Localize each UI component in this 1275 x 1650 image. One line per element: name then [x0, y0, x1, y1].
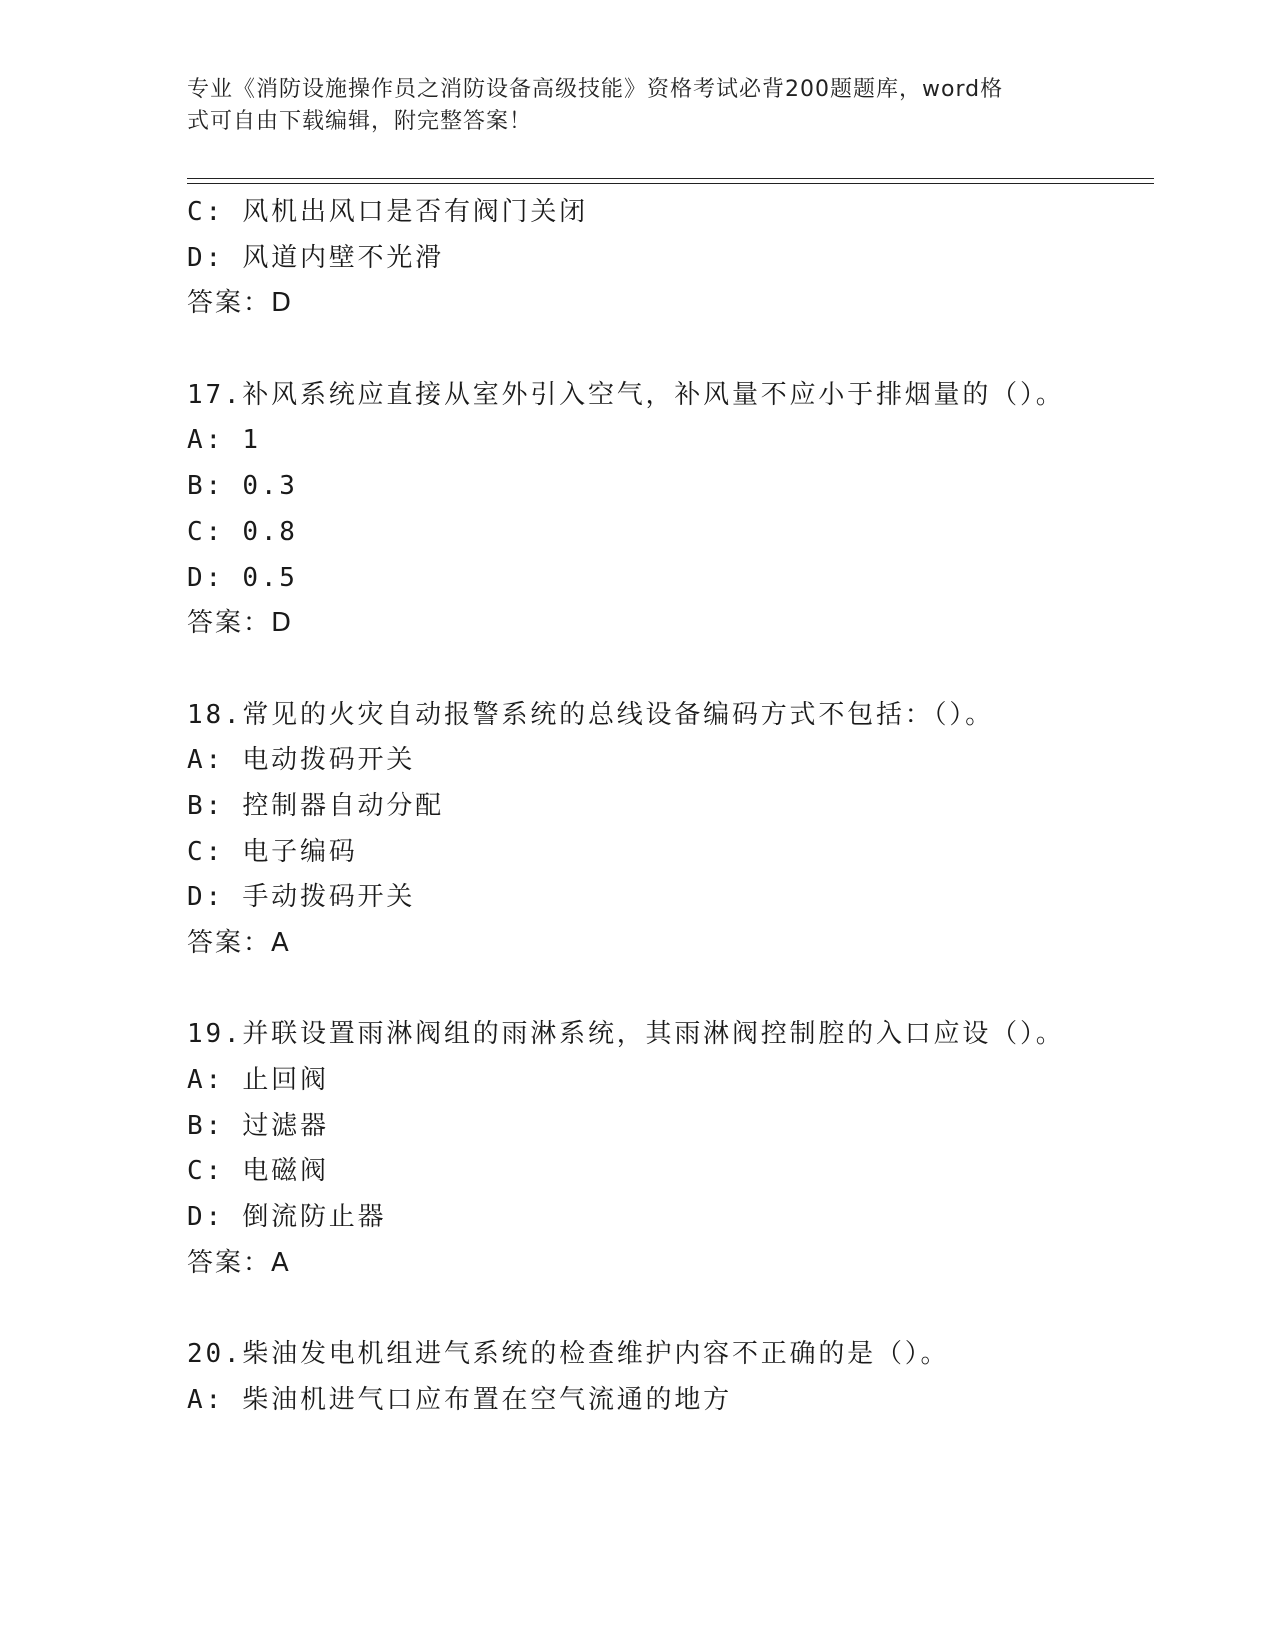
- question-list: [187, 190, 1154, 1424]
- header-rule-bottom: [187, 183, 1154, 184]
- question-stem: 19.并联设置雨淋阀组的雨淋系统，其雨淋阀控制腔的入口应设（）。: [187, 1019, 1065, 1050]
- option-c: C: 0.8: [187, 516, 298, 547]
- question-18: [187, 693, 1154, 967]
- question-stem: 17.补风系统应直接从室外引入空气，补风量不应小于排烟量的（）。: [187, 379, 1065, 410]
- answer-line: 答案：A: [187, 928, 291, 958]
- option-d: D: 倒流防止器: [187, 1202, 387, 1233]
- option-b: B: 过滤器: [187, 1110, 329, 1141]
- header-line-1: 专业《消防设施操作员之消防设备高级技能》资格考试必背200题题库，word格: [187, 77, 1004, 102]
- previous-question-tail: [187, 190, 1154, 327]
- header-line-2: 式可自由下载编辑，附完整答案！: [187, 109, 533, 134]
- question-20: [187, 1332, 1154, 1423]
- option-d: D: 风道内壁不光滑: [187, 242, 444, 273]
- option-d: D: 手动拨码开关: [187, 882, 416, 913]
- option-c: C: 风机出风口是否有阀门关闭: [187, 197, 588, 227]
- answer-line: 答案：D: [187, 288, 294, 319]
- question-stem: 20.柴油发电机组进气系统的检查维护内容不正确的是（）。: [187, 1339, 950, 1370]
- option-c: C: 电子编码: [187, 836, 358, 867]
- option-c: C: 电磁阀: [187, 1156, 329, 1187]
- answer-line: 答案：A: [187, 1247, 291, 1278]
- answer-line: 答案：D: [187, 608, 294, 639]
- question-17: [187, 373, 1154, 647]
- spacer: [187, 967, 1154, 1013]
- spacer: [187, 647, 1154, 693]
- document-header: [187, 74, 1067, 138]
- option-a: A: 1: [187, 425, 261, 456]
- option-a: A: 电动拨码开关: [187, 745, 416, 776]
- question-stem: 18.常见的火灾自动报警系统的总线设备编码方式不包括：（）。: [187, 699, 994, 730]
- spacer: [187, 327, 1154, 373]
- option-b: B: 0.3: [187, 471, 298, 502]
- header-rule-top: [187, 178, 1154, 179]
- option-b: B: 控制器自动分配: [187, 790, 444, 821]
- option-a: A: 止回阀: [187, 1065, 329, 1096]
- spacer: [187, 1287, 1154, 1333]
- option-a: A: 柴油机进气口应布置在空气流通的地方: [187, 1384, 732, 1415]
- option-d: D: 0.5: [187, 562, 298, 593]
- question-19: [187, 1012, 1154, 1286]
